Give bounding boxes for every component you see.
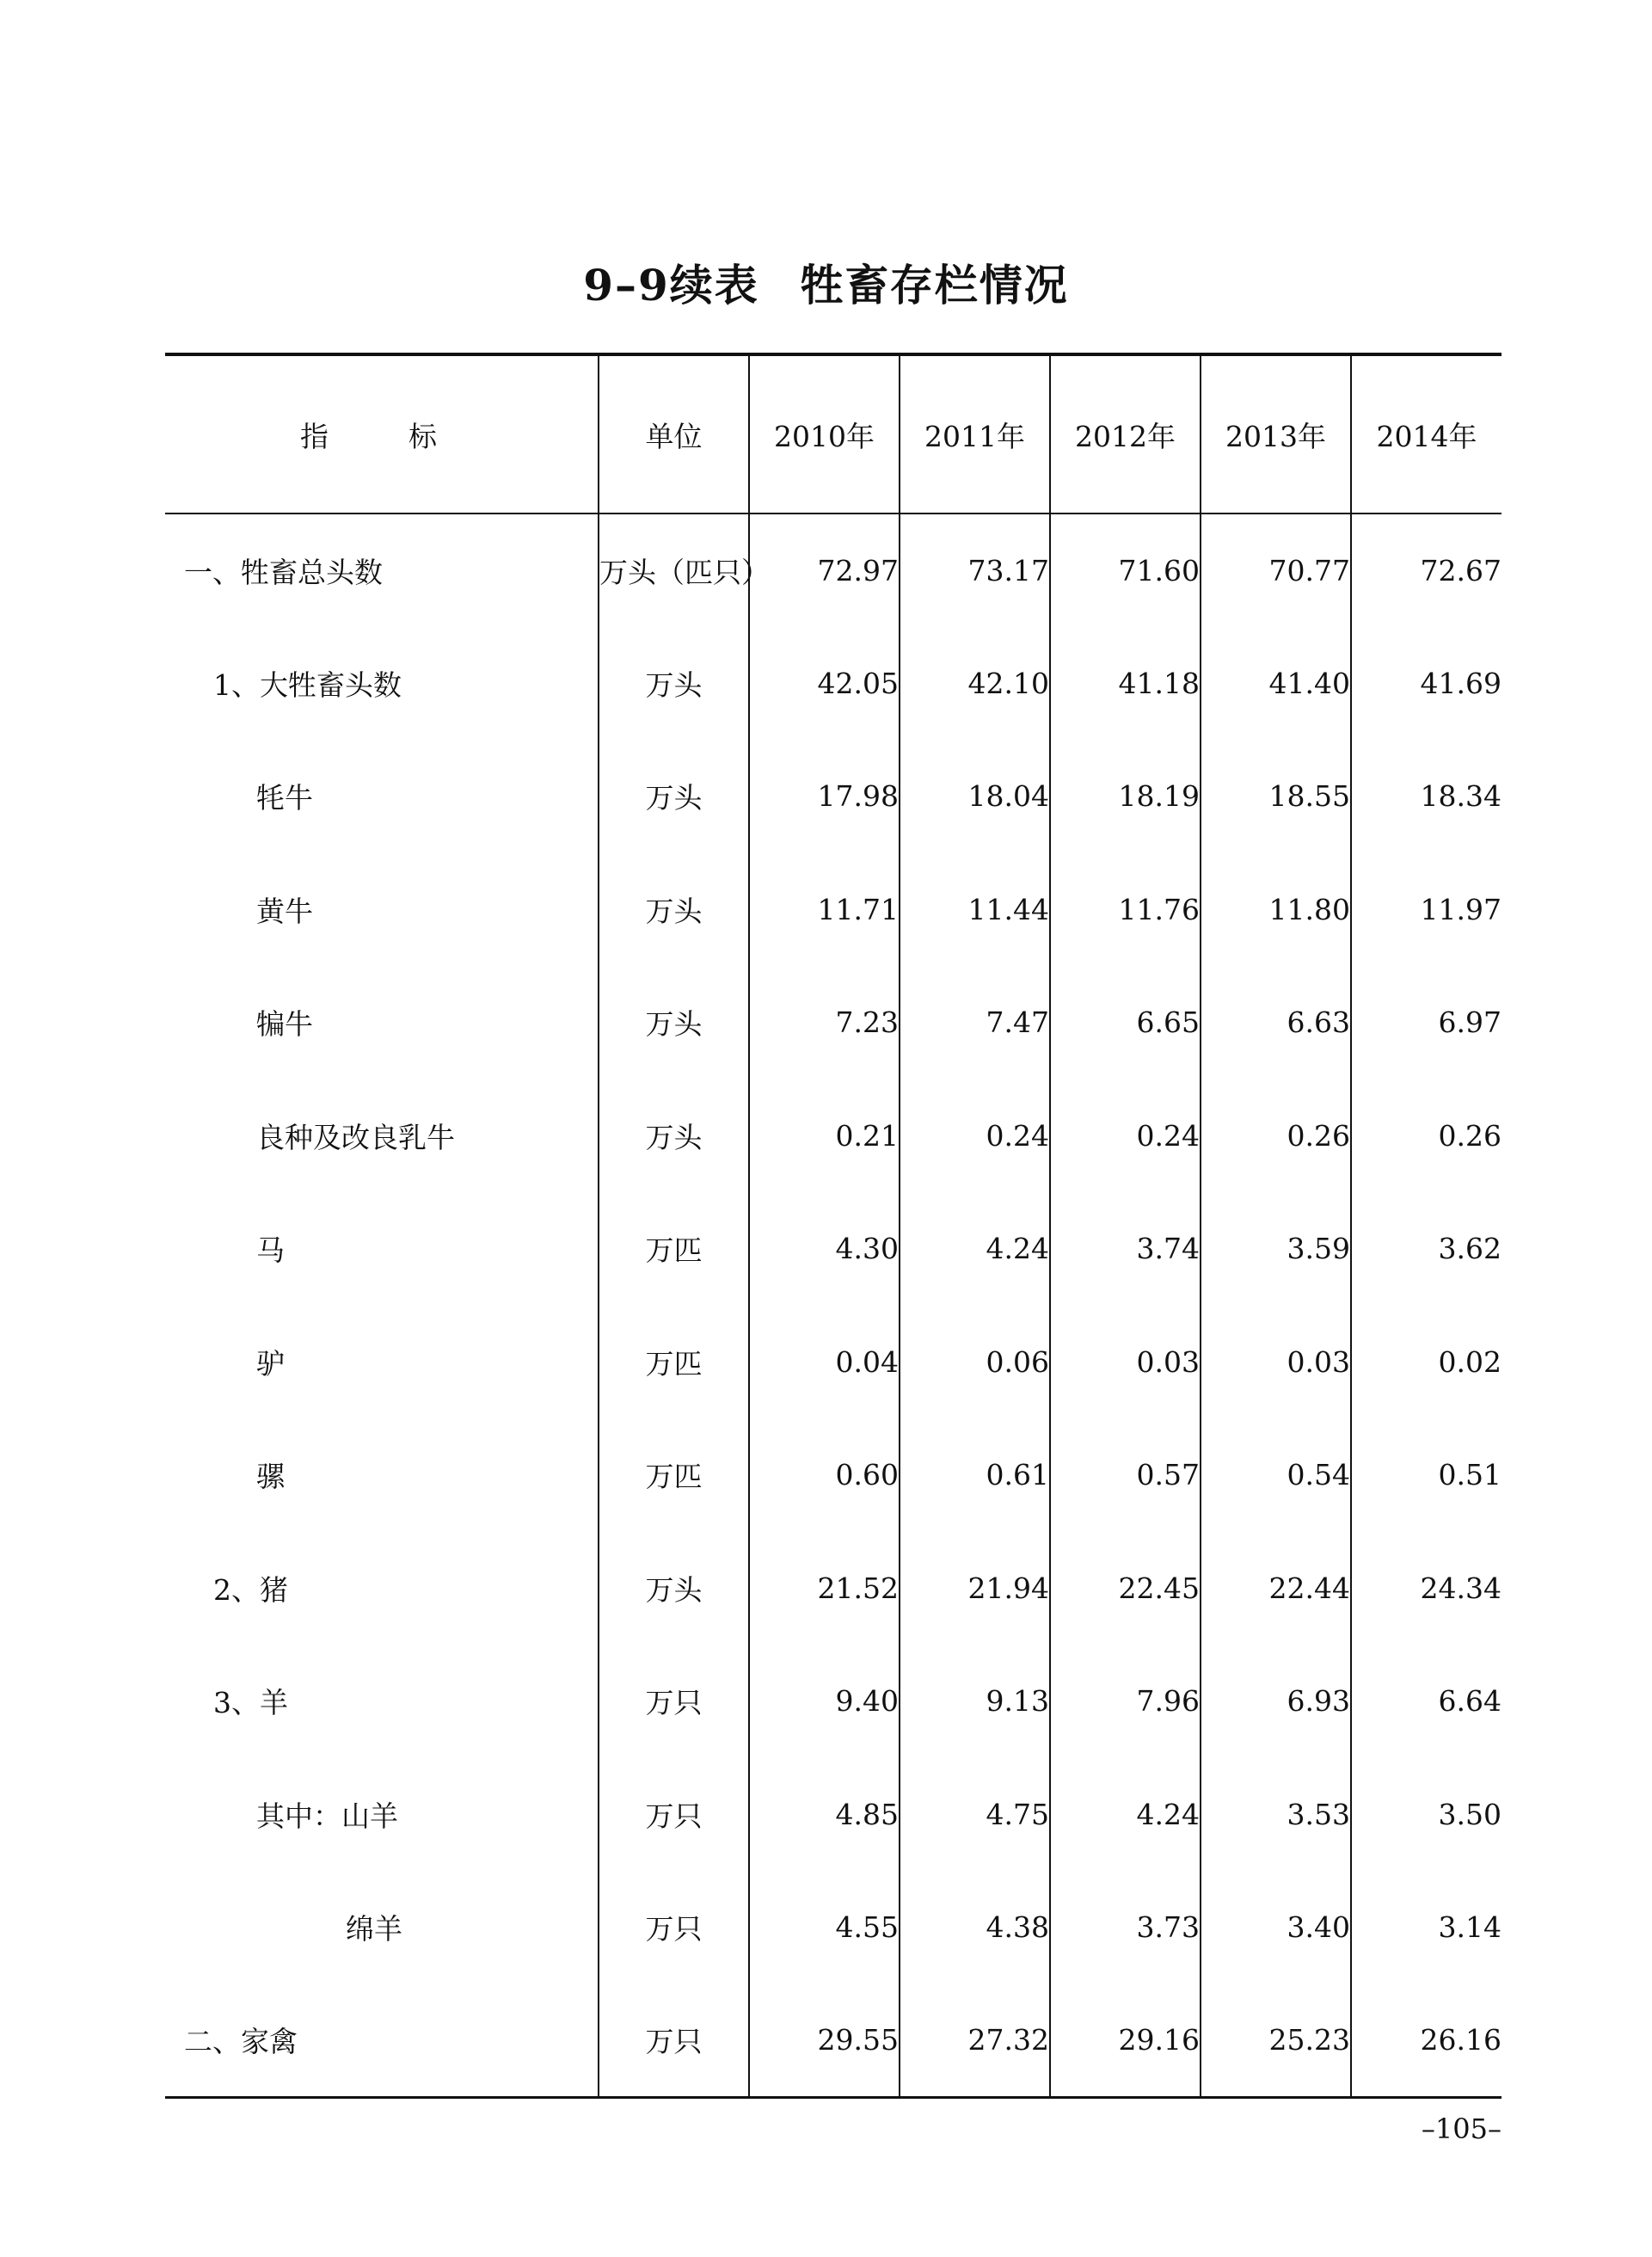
cell-value: 0.04 [749, 1306, 900, 1419]
cell-value: 72.97 [749, 514, 900, 627]
row-indicator: 1、大牲畜头数 [213, 667, 402, 702]
cell-value: 41.18 [1050, 627, 1201, 741]
cell-value: 7.96 [1050, 1645, 1201, 1758]
row-indicator: 骡 [256, 1460, 285, 1494]
cell-value: 70.77 [1201, 514, 1351, 627]
cell-value: 0.24 [1050, 1079, 1201, 1193]
cell-value: 29.16 [1050, 1984, 1201, 2098]
cell-value: 27.32 [900, 1984, 1050, 2098]
header-year: 2012年 [1050, 354, 1201, 514]
cell-value: 29.55 [749, 1984, 900, 2098]
row-indicator: 2、猪 [213, 1572, 288, 1607]
cell-value: 42.05 [749, 627, 900, 741]
cell-value: 4.75 [900, 1758, 1050, 1872]
row-unit: 万匹 [599, 1192, 749, 1306]
row-unit: 万只 [599, 1758, 749, 1872]
row-unit: 万头 [599, 966, 749, 1079]
cell-value: 9.40 [749, 1645, 900, 1758]
cell-value: 17.98 [749, 740, 900, 853]
row-indicator: 二、家禽 [165, 1984, 599, 2098]
row-unit: 万匹 [599, 1418, 749, 1532]
cell-value: 11.97 [1351, 853, 1502, 967]
table-number: 9–9续表 [583, 260, 759, 311]
row-unit: 万匹 [599, 1306, 749, 1419]
cell-value: 4.38 [900, 1871, 1050, 1984]
cell-value: 3.53 [1201, 1758, 1351, 1872]
row-unit: 万只 [599, 1871, 749, 1984]
cell-value: 42.10 [900, 627, 1050, 741]
cell-value: 18.04 [900, 740, 1050, 853]
table-body [165, 514, 1502, 2097]
cell-value: 0.51 [1351, 1418, 1502, 1532]
cell-value: 0.54 [1201, 1418, 1351, 1532]
cell-value: 71.60 [1050, 514, 1201, 627]
header-unit: 单位 [599, 354, 749, 514]
cell-value: 3.73 [1050, 1871, 1201, 1984]
table-row [165, 1984, 1502, 2098]
cell-value: 72.67 [1351, 514, 1502, 627]
table-row [165, 1192, 1502, 1306]
cell-value: 18.34 [1351, 740, 1502, 853]
cell-value: 0.60 [749, 1418, 900, 1532]
table-row [165, 627, 1502, 741]
cell-value: 11.80 [1201, 853, 1351, 967]
row-indicator: 其中：山羊 [256, 1799, 398, 1833]
cell-value: 18.55 [1201, 740, 1351, 853]
cell-value: 0.03 [1050, 1306, 1201, 1419]
table-row [165, 1645, 1502, 1758]
row-indicator: 黄牛 [256, 894, 313, 928]
row-unit: 万头（匹只） [599, 514, 749, 627]
row-indicator: 绵羊 [346, 1912, 402, 1946]
cell-value: 0.61 [900, 1418, 1050, 1532]
cell-value: 18.19 [1050, 740, 1201, 853]
cell-value: 0.03 [1201, 1306, 1351, 1419]
header-indicator: 指 标 [165, 354, 599, 514]
row-unit: 万头 [599, 627, 749, 741]
row-indicator: 3、羊 [213, 1686, 288, 1720]
cell-value: 24.34 [1351, 1532, 1502, 1645]
cell-value: 3.74 [1050, 1192, 1201, 1306]
cell-value: 0.26 [1201, 1079, 1351, 1193]
cell-value: 3.59 [1201, 1192, 1351, 1306]
cell-value: 11.71 [749, 853, 900, 967]
cell-value: 9.13 [900, 1645, 1050, 1758]
row-indicator: 马 [256, 1233, 285, 1268]
table-row [165, 514, 1502, 627]
cell-value: 3.14 [1351, 1871, 1502, 1984]
cell-value: 4.30 [749, 1192, 900, 1306]
cell-value: 0.02 [1351, 1306, 1502, 1419]
header-year: 2014年 [1351, 354, 1502, 514]
cell-value: 22.45 [1050, 1532, 1201, 1645]
livestock-table [165, 353, 1502, 2099]
row-unit: 万只 [599, 1645, 749, 1758]
row-indicator: 良种及改良乳牛 [256, 1120, 455, 1154]
header-year: 2010年 [749, 354, 900, 514]
header-row [165, 354, 1502, 514]
header-year: 2011年 [900, 354, 1050, 514]
cell-value: 3.62 [1351, 1192, 1502, 1306]
cell-value: 26.16 [1351, 1984, 1502, 2098]
cell-value: 21.52 [749, 1532, 900, 1645]
table-row [165, 966, 1502, 1079]
cell-value: 7.23 [749, 966, 900, 1079]
table-row [165, 853, 1502, 967]
cell-value: 6.63 [1201, 966, 1351, 1079]
row-indicator: 一、牲畜总头数 [184, 555, 383, 589]
cell-value: 22.44 [1201, 1532, 1351, 1645]
cell-value: 0.21 [749, 1079, 900, 1193]
table-row [165, 1306, 1502, 1419]
cell-value: 0.06 [900, 1306, 1050, 1419]
table-row [165, 1418, 1502, 1532]
table-row [165, 1079, 1502, 1193]
cell-value: 11.44 [900, 853, 1050, 967]
row-indicator: 犏牛 [256, 1007, 313, 1042]
cell-value: 4.24 [900, 1192, 1050, 1306]
cell-value: 6.65 [1050, 966, 1201, 1079]
cell-value: 3.50 [1351, 1758, 1502, 1872]
table-title: 牲畜存栏情况 [800, 260, 1069, 311]
table-row [165, 1758, 1502, 1872]
cell-value: 6.93 [1201, 1645, 1351, 1758]
cell-value: 4.55 [749, 1871, 900, 1984]
page-number: –105– [1421, 2112, 1502, 2145]
table-row [165, 1532, 1502, 1645]
cell-value: 21.94 [900, 1532, 1050, 1645]
cell-value: 11.76 [1050, 853, 1201, 967]
cell-value: 6.97 [1351, 966, 1502, 1079]
cell-value: 0.57 [1050, 1418, 1201, 1532]
cell-value: 25.23 [1201, 1984, 1351, 2098]
row-unit: 万头 [599, 1532, 749, 1645]
cell-value: 41.40 [1201, 627, 1351, 741]
table-row [165, 740, 1502, 853]
table-row [165, 1871, 1502, 1984]
cell-value: 0.26 [1351, 1079, 1502, 1193]
header-year: 2013年 [1201, 354, 1351, 514]
cell-value: 3.40 [1201, 1871, 1351, 1984]
cell-value: 6.64 [1351, 1645, 1502, 1758]
row-unit: 万只 [599, 1984, 749, 2098]
row-unit: 万头 [599, 740, 749, 853]
row-unit: 万头 [599, 853, 749, 967]
cell-value: 0.24 [900, 1079, 1050, 1193]
cell-value: 4.24 [1050, 1758, 1201, 1872]
cell-value: 41.69 [1351, 627, 1502, 741]
cell-value: 73.17 [900, 514, 1050, 627]
cell-value: 7.47 [900, 966, 1050, 1079]
row-indicator: 驴 [256, 1346, 285, 1381]
page-title [0, 251, 1652, 313]
cell-value: 4.85 [749, 1758, 900, 1872]
row-indicator: 牦牛 [256, 781, 313, 815]
row-unit: 万头 [599, 1079, 749, 1193]
